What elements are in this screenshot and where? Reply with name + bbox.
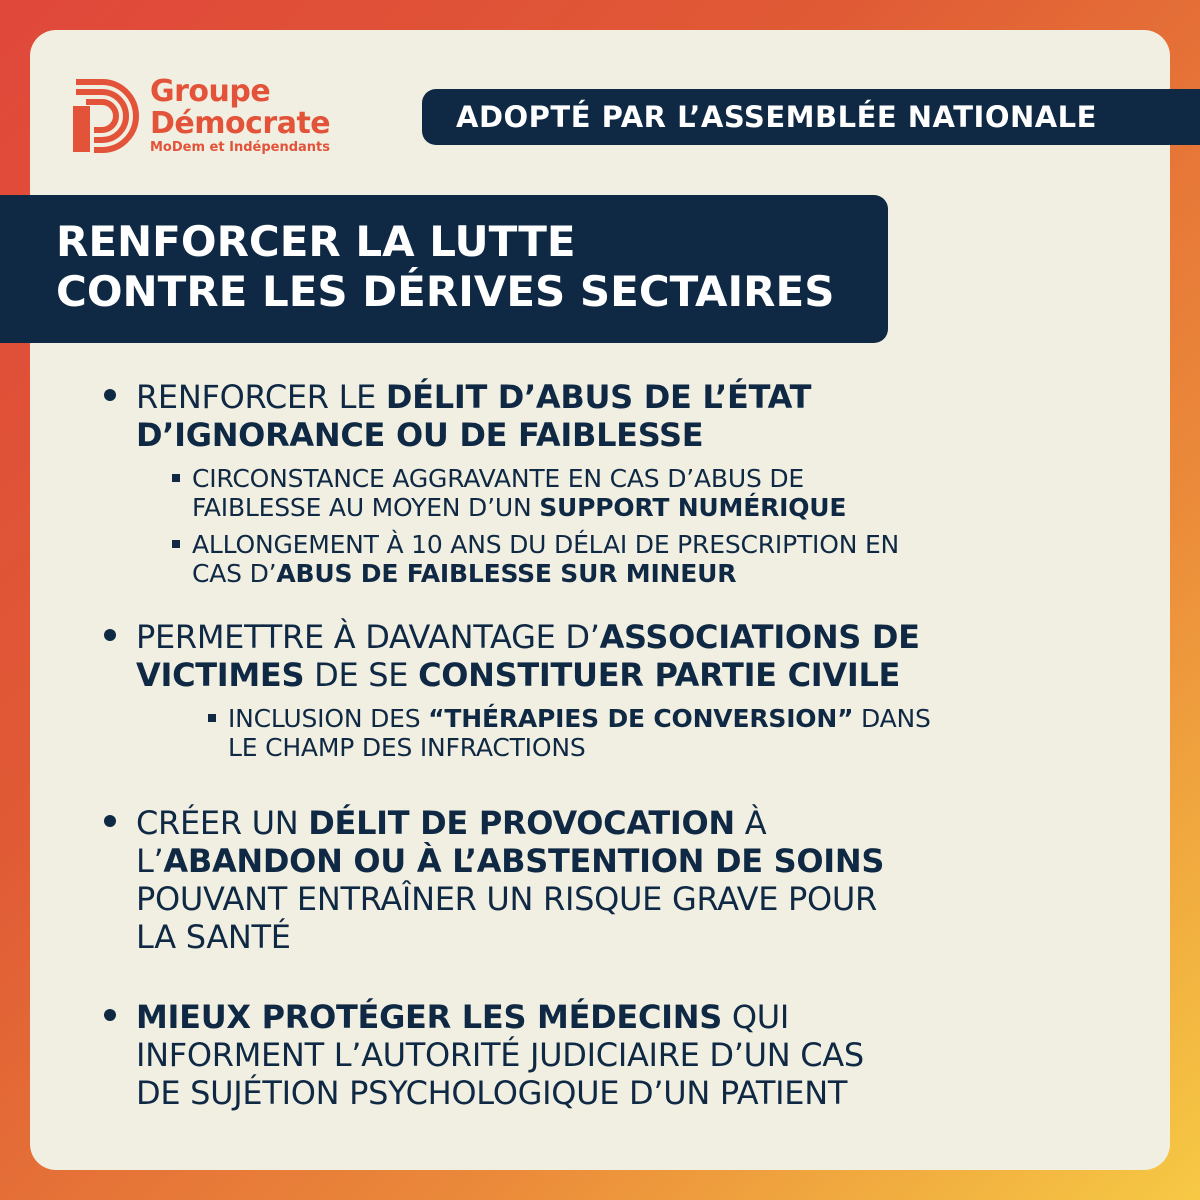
sub-text: INCLUSION DES [228, 704, 429, 733]
item-line [136, 842, 1154, 880]
item-text-bold: ASSOCIATIONS DE [599, 618, 920, 656]
item-text-bold: ABANDON OU À L’ABSTENTION DE SOINS [163, 842, 885, 880]
bullet-icon [104, 1009, 116, 1021]
item-text: QUI [721, 998, 790, 1036]
logo-line-modem: MoDem et Indépendants [150, 140, 330, 155]
sub-item [136, 530, 1154, 588]
item-text: RENFORCER LE [136, 378, 386, 416]
item-line [136, 656, 1154, 694]
item-text-bold: D’IGNORANCE OU DE FAIBLESSE [136, 416, 704, 454]
item-line [136, 618, 1154, 656]
item-line: POUVANT ENTRAÎNER UN RISQUE GRAVE POUR [136, 880, 877, 918]
bullet-icon [104, 629, 116, 641]
page-title [0, 195, 888, 343]
item-text: PERMETTRE À DAVANTAGE D’ [136, 618, 600, 656]
sub-item [136, 464, 1154, 522]
square-bullet-icon [208, 714, 216, 722]
bullet-icon [104, 389, 116, 401]
item-text: CRÉER UN [136, 804, 309, 842]
item-line [136, 804, 1154, 842]
square-bullet-icon [172, 474, 180, 482]
logo-wordmark [150, 76, 330, 156]
item-text: L’ [136, 842, 164, 880]
sub-text: DANS [853, 704, 931, 733]
item-line [136, 378, 1154, 416]
logo-line-groupe: Groupe [150, 74, 271, 109]
logo-line-democrate: Démocrate [150, 106, 331, 141]
item-text-bold: CONSTITUER PARTIE CIVILE [418, 656, 901, 694]
list-item [104, 998, 1154, 1112]
item-text: DE SE [304, 656, 419, 694]
sub-line: ALLONGEMENT À 10 ANS DU DÉLAI DE PRESCRIPTION EN [192, 530, 900, 559]
sub-text-bold: SUPPORT NUMÉRIQUE [539, 493, 847, 522]
list-item [104, 804, 1154, 956]
sub-line [192, 559, 1154, 588]
item-line: LA SANTÉ [136, 918, 291, 956]
groupe-democrate-logo-icon [72, 76, 144, 156]
sub-line: CIRCONSTANCE AGGRAVANTE EN CAS D’ABUS DE [192, 464, 805, 493]
sub-line [192, 493, 1154, 522]
item-line [136, 416, 1154, 454]
title-line-1: RENFORCER LA LUTTE [56, 217, 576, 266]
list-item [104, 378, 1154, 588]
item-line [136, 998, 1154, 1036]
square-bullet-icon [172, 540, 180, 548]
item-text-bold: DÉLIT D’ABUS DE L’ÉTAT [385, 378, 812, 416]
adopted-banner: ADOPTÉ PAR L’ASSEMBLÉE NATIONALE [422, 89, 1200, 145]
sub-item [136, 704, 1154, 762]
list-item [104, 618, 1154, 762]
title-line-2: CONTRE LES DÉRIVES SECTAIRES [56, 267, 835, 316]
sub-text: FAIBLESSE AU MOYEN D’UN [192, 493, 540, 522]
sub-text-bold: ABUS DE FAIBLESSE SUR MINEUR [276, 559, 737, 588]
sub-text: CAS D’ [192, 559, 277, 588]
bullet-icon [104, 815, 116, 827]
item-line: INFORMENT L’AUTORITÉ JUDICIAIRE D’UN CAS [136, 1036, 864, 1074]
item-text-bold: VICTIMES [136, 656, 305, 694]
item-text-bold: MIEUX PROTÉGER LES MÉDECINS [136, 998, 722, 1036]
item-text: À [734, 804, 767, 842]
sub-line [228, 704, 1154, 733]
item-line: DE SUJÉTION PSYCHOLOGIQUE D’UN PATIENT [136, 1074, 848, 1112]
logo [72, 76, 372, 160]
sub-text-bold: “THÉRAPIES DE CONVERSION” [428, 704, 854, 733]
item-text-bold: DÉLIT DE PROVOCATION [308, 804, 735, 842]
sub-line: LE CHAMP DES INFRACTIONS [228, 733, 586, 762]
